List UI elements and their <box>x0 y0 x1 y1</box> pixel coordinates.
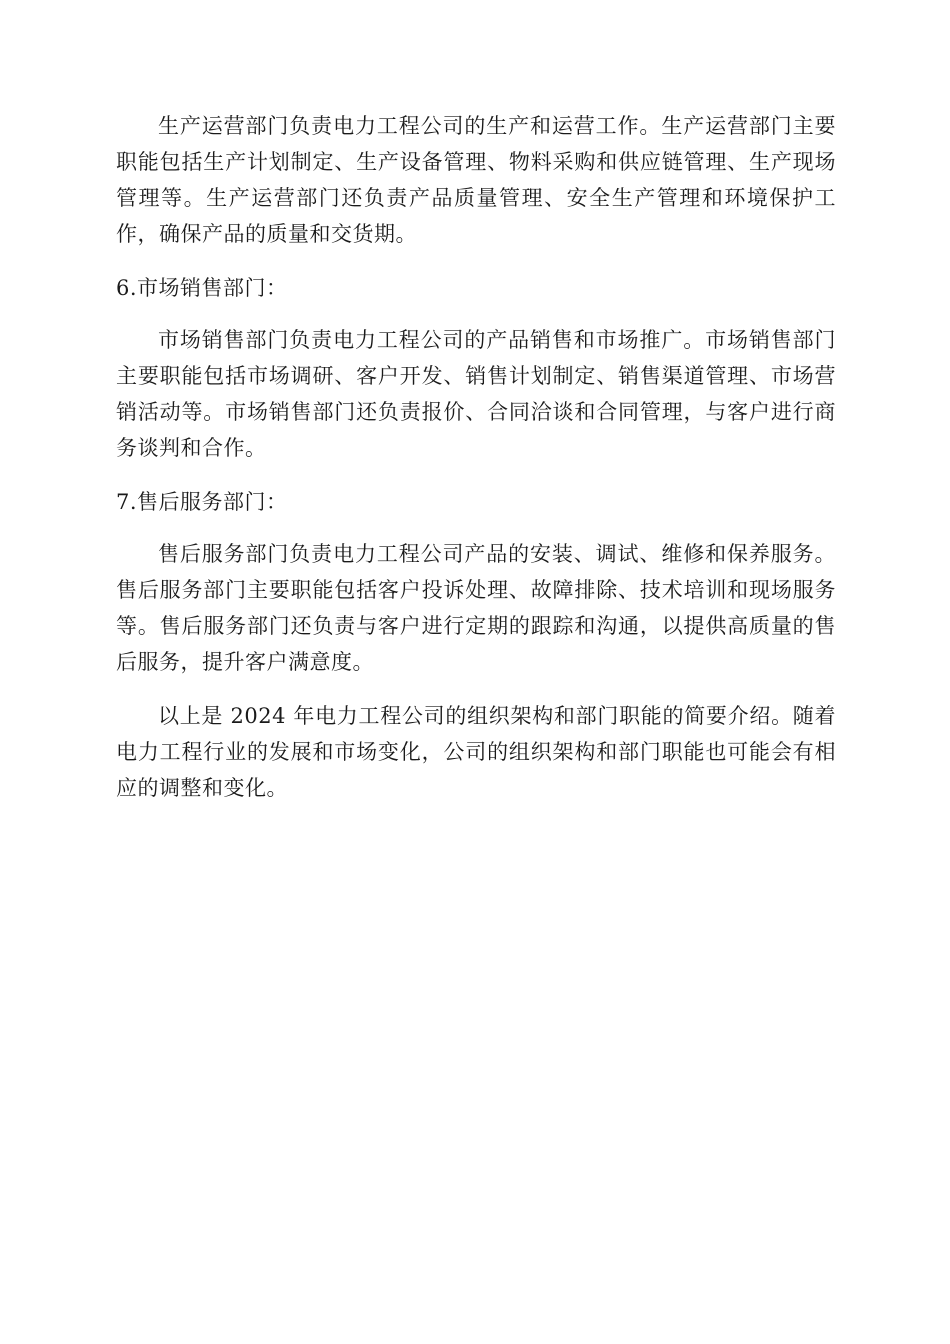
paragraph-production-operations: 生产运营部门负责电力工程公司的生产和运营工作。生产运营部门主要职能包括生产计划制定、生产设备管理、物料采购和供应链管理、生产现场管理等。生产运营部门还负责产品质量管理、安全生产管理和环境保护工作，确保产品的质量和交货期。 <box>116 114 836 246</box>
paragraph-after-sales: 售后服务部门负责电力工程公司产品的安装、调试、维修和保养服务。售后服务部门主要职能包括客户投诉处理、故障排除、技术培训和现场服务等。售后服务部门还负责与客户进行定期的跟踪和沟通，以提供高质量的售后服务，提升客户满意度。 <box>116 542 836 674</box>
paragraph-conclusion: 以上是 2024 年电力工程公司的组织架构和部门职能的简要介绍。随着电力工程行业的发展和市场变化，公司的组织架构和部门职能也可能会有相应的调整和变化。 <box>116 704 836 800</box>
section-heading-marketing-sales: 6.市场销售部门： <box>116 276 288 300</box>
paragraph-marketing-sales: 市场销售部门负责电力工程公司的产品销售和市场推广。市场销售部门主要职能包括市场调研、客户开发、销售计划制定、销售渠道管理、市场营销活动等。市场销售部门还负责报价、合同洽谈和合同管理，与客户进行商务谈判和合作。 <box>116 328 836 460</box>
document-page <box>116 108 836 806</box>
section-heading-after-sales: 7.售后服务部门： <box>116 490 288 514</box>
